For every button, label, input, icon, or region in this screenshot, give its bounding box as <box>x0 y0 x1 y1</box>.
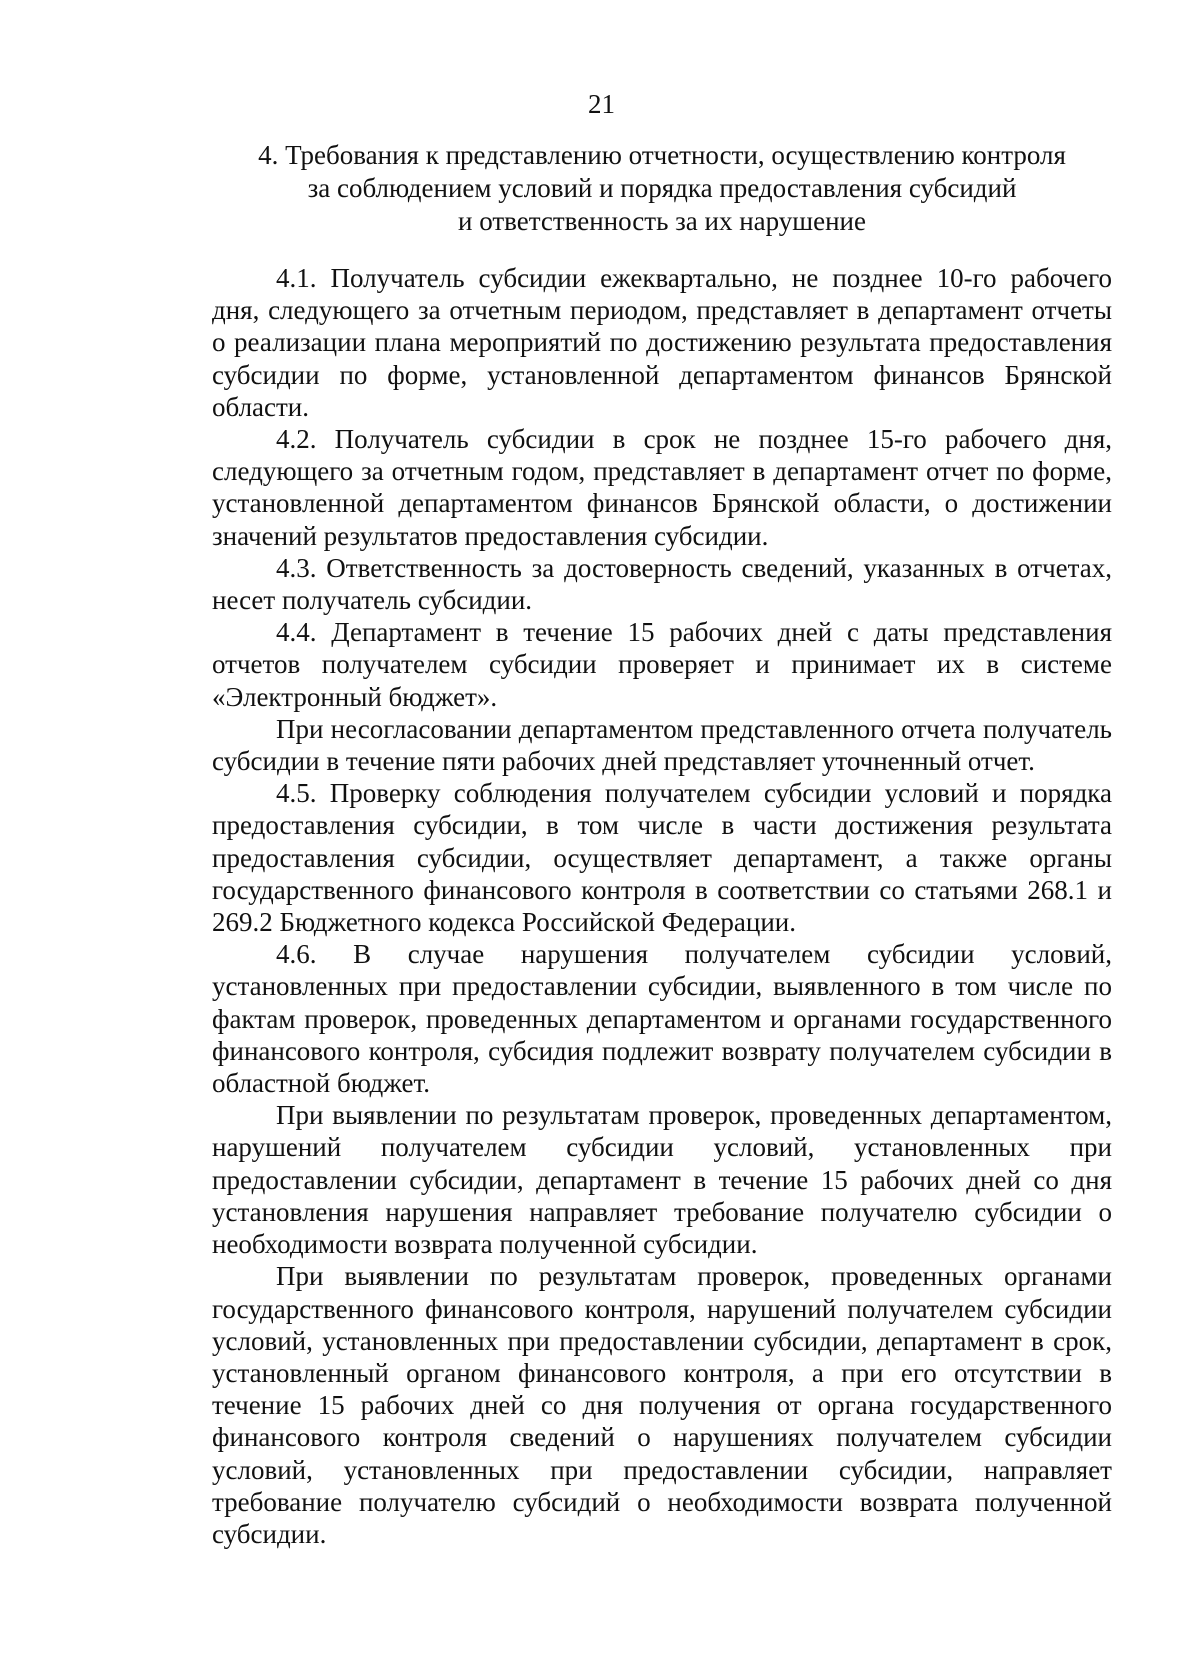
heading-line-2: за соблюдением условий и порядка предоставления субсидий <box>307 173 1017 203</box>
heading-line-3: и ответственность за их нарушение <box>458 206 866 236</box>
paragraph-4-6: 4.6. В случае нарушения получателем субсидии условий, установленных при предоставлении субсидии, выявленного в том числе по фактам проверок, проведенных департаментом и органами государственного финансового контроля, субсидия подлежит возврату получателем субсидии в областной бюджет. <box>212 939 1112 1099</box>
heading-line-1: 4. Требования к представлению отчетности, осуществлению контроля <box>258 140 1066 170</box>
paragraph-4-3: 4.3. Ответственность за достоверность сведений, указанных в отчетах, несет получатель субсидии. <box>212 552 1112 616</box>
paragraph-4-4-continued: При несогласовании департаментом представленного отчета получатель субсидии в течение пяти рабочих дней представляет уточненный отчет. <box>212 713 1112 777</box>
section-heading <box>212 139 1112 238</box>
paragraph-4-6-continued-1: При выявлении по результатам проверок, проведенных департаментом, нарушений получателем субсидии условий, установленных при предоставлении субсидии, департамент в течение 15 рабочих дней со дня установления нарушения направляет требование получателю субсидии о необходимости возврата полученной субсидии. <box>212 1100 1112 1260</box>
paragraph-4-6-continued-2: При выявлении по результатам проверок, проведенных органами государственного финансового контроля, нарушений получателем субсидии условий, установленных при предоставлении субсидии, департамент в срок, установленный органом финансового контроля, а при его отсутствии в течение 15 рабочих дней со дня получения от органа государственного финансового контроля сведений о нарушениях получателем субсидии условий, установленных при предоставлении субсидии, направляет требование получателю субсидий о необходимости возврата полученной субсидии. <box>212 1261 1112 1549</box>
paragraph-4-5: 4.5. Проверку соблюдения получателем субсидии условий и порядка предоставления субсидии, в том числе в части достижения результата предоставления субсидии, осуществляет департамент, а также органы государственного финансового контроля в соответствии со статьями 268.1 и 269.2 Бюджетного кодекса Российской Федерации. <box>212 778 1112 938</box>
paragraph-4-1: 4.1. Получатель субсидии ежеквартально, не позднее 10-го рабочего дня, следующего за отчетным периодом, представляет в департамент отчеты о реализации плана мероприятий по достижению результата предоставления субсидии по форме, установленной департаментом финансов Брянской области. <box>212 263 1112 422</box>
paragraph-4-4: 4.4. Департамент в течение 15 рабочих дней с даты представления отчетов получателем субсидии проверяет и принимает их в системе «Электронный бюджет». <box>212 617 1112 712</box>
document-body <box>212 262 1112 1550</box>
page-number: 21 <box>588 89 615 119</box>
paragraph-4-2: 4.2. Получатель субсидии в срок не позднее 15-го рабочего дня, следующего за отчетным годом, представляет в департамент отчет по форме, установленной департаментом финансов Брянской области, о достижении значений результатов предоставления субсидии. <box>212 424 1112 551</box>
